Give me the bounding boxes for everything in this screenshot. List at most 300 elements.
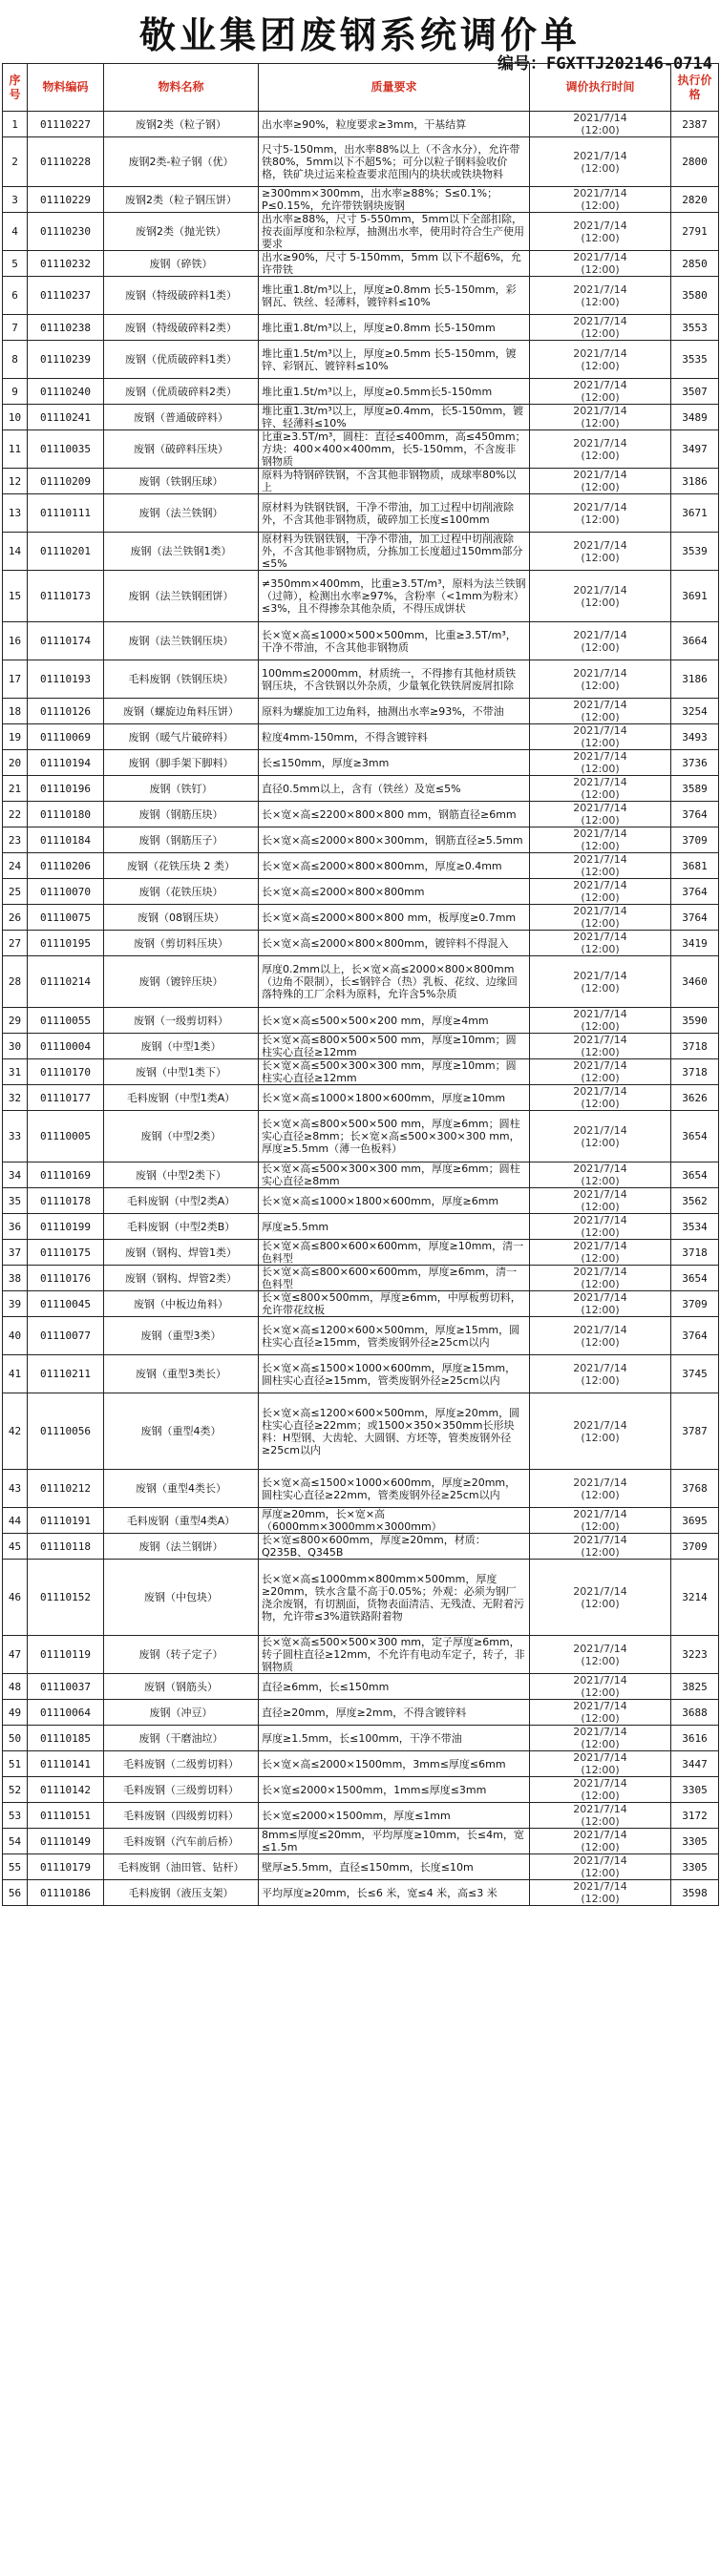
material-code: 01110173 (28, 571, 104, 622)
material-name: 废钢（优质破碎料2类） (104, 379, 259, 405)
table-row (3, 533, 719, 571)
execution-price: 3534 (671, 1214, 719, 1240)
effective-date: 2021/7/14 (573, 776, 627, 788)
effective-date: 2021/7/14 (573, 1008, 627, 1020)
execution-price: 3507 (671, 379, 719, 405)
effective-date: 2021/7/14 (573, 724, 627, 737)
material-code: 01110037 (28, 1674, 104, 1700)
quality-requirement: 比重≥3.5T/m³，圆柱：直径≤400mm，高≤450mm；方块：400×400×400mm，长5-150mm，不含废非钢物质 (259, 430, 530, 469)
effective-hour: (12:00) (581, 295, 620, 308)
execution-price: 3589 (671, 776, 719, 802)
effective-time (530, 1188, 671, 1214)
effective-time (530, 1393, 671, 1470)
effective-time (530, 533, 671, 571)
execution-price: 3695 (671, 1508, 719, 1534)
effective-date: 2021/7/14 (573, 1534, 627, 1546)
quality-requirement: 长×宽×高≤2000×800×800mm (259, 879, 530, 905)
effective-time (530, 1636, 671, 1674)
material-code: 01110214 (28, 956, 104, 1008)
material-name: 废钢（钢筋头） (104, 1674, 259, 1700)
table-row (3, 1880, 719, 1906)
effective-time (530, 1674, 671, 1700)
effective-date: 2021/7/14 (573, 149, 627, 162)
table-row (3, 1355, 719, 1393)
header-name: 物料名称 (104, 64, 259, 112)
execution-price: 3764 (671, 905, 719, 931)
execution-price: 3764 (671, 879, 719, 905)
quality-requirement: 长×宽×高≤1500×1000×600mm，厚度≥15mm，圆柱实心直径≥15mm，管类废钢外径≥25cm以内 (259, 1355, 530, 1393)
row-number: 30 (3, 1034, 28, 1059)
material-name: 废钢（中型1类） (104, 1034, 259, 1059)
effective-time (530, 1880, 671, 1906)
table-row (3, 699, 719, 724)
effective-hour: (12:00) (581, 891, 620, 904)
material-name: 废钢（钢筋压子） (104, 827, 259, 853)
effective-time (530, 1854, 671, 1880)
row-number: 1 (3, 112, 28, 137)
effective-hour: (12:00) (581, 1046, 620, 1058)
execution-price: 3598 (671, 1880, 719, 1906)
quality-requirement: 堆比重1.8t/m³以上，厚度≥0.8mm 长5-150mm (259, 315, 530, 341)
effective-time (530, 1034, 671, 1059)
material-code: 01110119 (28, 1636, 104, 1674)
effective-date: 2021/7/14 (573, 827, 627, 840)
row-number: 28 (3, 956, 28, 1008)
table-row (3, 660, 719, 699)
row-number: 8 (3, 341, 28, 379)
effective-time (530, 1317, 671, 1355)
table-row (3, 1777, 719, 1803)
row-number: 37 (3, 1240, 28, 1266)
material-code: 01110070 (28, 879, 104, 905)
execution-price: 3736 (671, 750, 719, 776)
effective-date: 2021/7/14 (573, 853, 627, 866)
effective-time (530, 827, 671, 853)
effective-date: 2021/7/14 (573, 1123, 627, 1137)
effective-time (530, 213, 671, 251)
material-name: 废钢（特级破碎料1类） (104, 277, 259, 315)
effective-date: 2021/7/14 (573, 1777, 627, 1790)
execution-price: 3186 (671, 469, 719, 494)
effective-hour: (12:00) (581, 1712, 620, 1725)
quality-requirement: 长×宽≤2000×1500mm，厚度≤1mm (259, 1803, 530, 1829)
quality-requirement: 100mm≤2000mm，材质统一，不得掺有其他材质铁钢压块，不含铁钢以外杂质，少量氧化铁铁屑废屑扣除 (259, 660, 530, 699)
material-name: 废钢（优质破碎料1类） (104, 341, 259, 379)
execution-price: 3305 (671, 1829, 719, 1854)
effective-hour: (12:00) (581, 1175, 620, 1187)
row-number: 9 (3, 379, 28, 405)
effective-hour: (12:00) (581, 1136, 620, 1149)
quality-requirement: 原材料为铁钢铁钢，干净不带油，加工过程中切削液除外，不含其他非钢物质，分拣加工长度超过150mm部分≤5% (259, 533, 530, 571)
table-row (3, 315, 719, 341)
effective-hour: (12:00) (581, 1815, 620, 1828)
material-code: 01110186 (28, 1880, 104, 1906)
table-row (3, 187, 719, 213)
material-name: 废钢（重型4类长） (104, 1470, 259, 1508)
material-code: 01110142 (28, 1777, 104, 1803)
material-code: 01110005 (28, 1111, 104, 1162)
quality-requirement: 长×宽×高≤500×500×200 mm，厚度≥4mm (259, 1008, 530, 1034)
row-number: 25 (3, 879, 28, 905)
effective-hour: (12:00) (581, 1201, 620, 1213)
execution-price: 2800 (671, 137, 719, 187)
quality-requirement: 长×宽×高≤1200×600×500mm，厚度≥15mm，圆柱实心直径≥15mm，管类废钢外径≥25cm以内 (259, 1317, 530, 1355)
row-number: 53 (3, 1803, 28, 1829)
effective-time (530, 1291, 671, 1317)
effective-hour: (12:00) (581, 1841, 620, 1853)
effective-date: 2021/7/14 (573, 666, 627, 680)
material-name: 废钢（镀锌压块） (104, 956, 259, 1008)
execution-price: 3497 (671, 430, 719, 469)
effective-hour: (12:00) (581, 943, 620, 955)
material-name: 废钢（中型2类） (104, 1111, 259, 1162)
effective-hour: (12:00) (581, 1278, 620, 1290)
effective-date: 2021/7/14 (573, 1266, 627, 1278)
material-code: 01110077 (28, 1317, 104, 1355)
quality-requirement: 长×宽×高≤1000mm×800mm×500mm，厚度≥20mm，铁水含量不高于0.05%；外观：必须为钢厂浇余废钢，有切割面，货物表面清洁、无残渣、无附着污物，允许带≤3%道铁路附着物 (259, 1560, 530, 1636)
effective-hour: (12:00) (581, 981, 620, 995)
row-number: 20 (3, 750, 28, 776)
effective-time (530, 1008, 671, 1034)
execution-price: 2850 (671, 251, 719, 277)
table-row (3, 750, 719, 776)
effective-date: 2021/7/14 (573, 469, 627, 481)
quality-requirement: 长×宽×高≤2200×800×800 mm，钢筋直径≥6mm (259, 802, 530, 827)
effective-time (530, 1240, 671, 1266)
effective-hour: (12:00) (581, 788, 620, 801)
material-code: 01110237 (28, 277, 104, 315)
material-code: 01110194 (28, 750, 104, 776)
material-name: 废钢（重型4类） (104, 1393, 259, 1470)
quality-requirement: 长×宽×高≤1000×1800×600mm，厚度≥10mm (259, 1085, 530, 1111)
effective-time (530, 802, 671, 827)
effective-hour: (12:00) (581, 1020, 620, 1033)
table-row (3, 1240, 719, 1266)
row-number: 50 (3, 1726, 28, 1751)
material-code: 01110151 (28, 1803, 104, 1829)
effective-time (530, 699, 671, 724)
material-name: 废钢（法兰钢饼） (104, 1534, 259, 1560)
execution-price: 3539 (671, 533, 719, 571)
effective-time (530, 341, 671, 379)
table-row (3, 1266, 719, 1291)
execution-price: 3562 (671, 1188, 719, 1214)
effective-hour: (12:00) (581, 231, 620, 244)
material-name: 毛料废钢（中型2类A） (104, 1188, 259, 1214)
row-number: 54 (3, 1829, 28, 1854)
execution-price: 3305 (671, 1777, 719, 1803)
material-code: 01110241 (28, 405, 104, 430)
material-name: 废钢（螺旋边角料压饼） (104, 699, 259, 724)
table-row (3, 213, 719, 251)
material-name: 废钢（花铁压块） (104, 879, 259, 905)
effective-time (530, 853, 671, 879)
effective-date: 2021/7/14 (573, 500, 627, 513)
quality-requirement: 堆比重1.5t/m³以上，厚度≥0.5mm 长5-150mm，镀锌、彩钢瓦、镀锌料≤10% (259, 341, 530, 379)
material-name: 废钢（破碎料压块） (104, 430, 259, 469)
material-code: 01110141 (28, 1751, 104, 1777)
effective-hour: (12:00) (581, 917, 620, 930)
effective-hour: (12:00) (581, 449, 620, 462)
execution-price: 3214 (671, 1560, 719, 1636)
table-row (3, 1854, 719, 1880)
row-number: 49 (3, 1700, 28, 1726)
effective-date: 2021/7/14 (573, 969, 627, 982)
effective-time (530, 571, 671, 622)
material-code: 01110201 (28, 533, 104, 571)
row-number: 3 (3, 187, 28, 213)
material-name: 废钢（铁钉） (104, 776, 259, 802)
effective-date: 2021/7/14 (573, 628, 627, 641)
row-number: 45 (3, 1534, 28, 1560)
effective-time (530, 430, 671, 469)
material-code: 01110211 (28, 1355, 104, 1393)
effective-hour: (12:00) (581, 679, 620, 692)
execution-price: 3718 (671, 1059, 719, 1085)
material-name: 废钢（暖气片破碎料） (104, 724, 259, 750)
table-row (3, 137, 719, 187)
quality-requirement: 长×宽×高≤2000×800×800 mm，板厚度≥0.7mm (259, 905, 530, 931)
effective-date: 2021/7/14 (573, 1584, 627, 1598)
material-name: 废钢（冲豆） (104, 1700, 259, 1726)
material-name: 废钢（重型3类） (104, 1317, 259, 1355)
effective-hour: (12:00) (581, 1546, 620, 1559)
table-row (3, 379, 719, 405)
execution-price: 3768 (671, 1470, 719, 1508)
effective-date: 2021/7/14 (573, 1751, 627, 1764)
effective-hour: (12:00) (581, 1764, 620, 1776)
effective-hour: (12:00) (581, 1072, 620, 1084)
effective-time (530, 469, 671, 494)
effective-hour: (12:00) (581, 1893, 620, 1905)
table-row (3, 879, 719, 905)
execution-price: 3223 (671, 1636, 719, 1674)
execution-price: 3654 (671, 1266, 719, 1291)
execution-price: 3535 (671, 341, 719, 379)
effective-hour: (12:00) (581, 551, 620, 564)
effective-date: 2021/7/14 (573, 1674, 627, 1686)
table-row (3, 827, 719, 853)
effective-time (530, 1355, 671, 1393)
table-row (3, 1393, 719, 1470)
quality-requirement: 厚度≥5.5mm (259, 1214, 530, 1240)
quality-requirement: 长×宽×高≤800×500×500 mm，厚度≥10mm；圆柱实心直径≥12mm (259, 1034, 530, 1059)
quality-requirement: 厚度0.2mm以上，长×宽×高≤2000×800×800mm（边角不限制），长≤钢锌合（热）乳板、花纹、边缘回落特殊的工厂余料为原料，允许含5%杂质 (259, 956, 530, 1008)
quality-requirement: 直径≥20mm，厚度≥2mm，不得含镀锌料 (259, 1700, 530, 1726)
material-name: 废钢（重型3类长） (104, 1355, 259, 1393)
table-row (3, 956, 719, 1008)
quality-requirement: 长×宽≤800×600mm，厚度≥20mm，材质：Q235B、Q345B (259, 1534, 530, 1560)
execution-price: 3764 (671, 802, 719, 827)
table-row (3, 1674, 719, 1700)
row-number: 10 (3, 405, 28, 430)
material-code: 01110238 (28, 315, 104, 341)
effective-hour: (12:00) (581, 1373, 620, 1387)
effective-hour: (12:00) (581, 391, 620, 404)
execution-price: 3186 (671, 660, 719, 699)
material-code: 01110199 (28, 1214, 104, 1240)
header-price: 执行价格 (671, 64, 719, 112)
effective-date: 2021/7/14 (573, 219, 627, 232)
effective-date: 2021/7/14 (573, 1642, 627, 1655)
material-name: 毛料废钢（液压支架） (104, 1880, 259, 1906)
effective-time (530, 724, 671, 750)
execution-price: 3709 (671, 827, 719, 853)
material-name: 废钢（中型1类下） (104, 1059, 259, 1085)
effective-date: 2021/7/14 (573, 1880, 627, 1893)
quality-requirement: ≠350mm×400mm，比重≥3.5T/m³，原料为法兰铁钢（过筛），检测出水率≥97%，含粉率（<1mm为粉末）≤3%，且不得掺杂其他杂质，不得压成饼状 (259, 571, 530, 622)
quality-requirement: 直径0.5mm以上，含有（铁丝）及宽≤5% (259, 776, 530, 802)
quality-requirement: 出水率≥90%，粒度要求≥3mm，干基结算 (259, 112, 530, 137)
material-name: 毛料废钢（油田管、钻杆） (104, 1854, 259, 1880)
effective-date: 2021/7/14 (573, 346, 627, 360)
effective-date: 2021/7/14 (573, 405, 627, 417)
execution-price: 3254 (671, 699, 719, 724)
effective-hour: (12:00) (581, 359, 620, 372)
effective-time (530, 879, 671, 905)
execution-price: 3718 (671, 1034, 719, 1059)
effective-date: 2021/7/14 (573, 283, 627, 296)
row-number: 41 (3, 1355, 28, 1393)
execution-price: 3825 (671, 1674, 719, 1700)
execution-price: 2791 (671, 213, 719, 251)
material-code: 01110206 (28, 853, 104, 879)
material-code: 01110169 (28, 1162, 104, 1188)
material-name: 毛料废钢（二级剪切料） (104, 1751, 259, 1777)
material-code: 01110191 (28, 1508, 104, 1534)
material-name: 废钢（钢构、焊管2类） (104, 1266, 259, 1291)
execution-price: 3709 (671, 1534, 719, 1560)
table-row (3, 1214, 719, 1240)
effective-hour: (12:00) (581, 1686, 620, 1699)
execution-price: 3688 (671, 1700, 719, 1726)
effective-date: 2021/7/14 (573, 905, 627, 917)
table-row (3, 724, 719, 750)
quality-requirement: 长≤150mm，厚度≥3mm (259, 750, 530, 776)
quality-requirement: 长×宽×高≤1000×500×500mm，比重≥3.5T/m³，干净不带油，不含其他非钢物质 (259, 622, 530, 660)
quality-requirement: 长×宽×高≤1000×1800×600mm，厚度≥6mm (259, 1188, 530, 1214)
row-number: 39 (3, 1291, 28, 1317)
effective-time (530, 379, 671, 405)
effective-date: 2021/7/14 (573, 1214, 627, 1226)
material-code: 01110045 (28, 1291, 104, 1317)
quality-requirement: 长×宽≤800×500mm，厚度≥6mm，中厚板剪切料，允许带花纹板 (259, 1291, 530, 1317)
effective-date: 2021/7/14 (573, 1240, 627, 1252)
effective-time (530, 1470, 671, 1508)
material-code: 01110184 (28, 827, 104, 853)
effective-time (530, 112, 671, 137)
execution-price: 3553 (671, 315, 719, 341)
effective-time (530, 405, 671, 430)
quality-requirement: 长×宽×高≤2000×800×800mm，厚度≥0.4mm (259, 853, 530, 879)
row-number: 4 (3, 213, 28, 251)
table-row (3, 1534, 719, 1560)
table-row (3, 802, 719, 827)
table-row (3, 494, 719, 533)
table-row (3, 1291, 719, 1317)
effective-hour: (12:00) (581, 1597, 620, 1610)
effective-hour: (12:00) (581, 481, 620, 493)
effective-date: 2021/7/14 (573, 187, 627, 199)
effective-hour: (12:00) (581, 1790, 620, 1802)
effective-time (530, 1111, 671, 1162)
row-number: 18 (3, 699, 28, 724)
table-row (3, 1059, 719, 1085)
effective-date: 2021/7/14 (573, 1188, 627, 1201)
row-number: 38 (3, 1266, 28, 1291)
table-row (3, 931, 719, 956)
quality-requirement: 长×宽×高≤800×600×600mm，厚度≥10mm，清一色料型 (259, 1240, 530, 1266)
quality-requirement: 长×宽×高≤2000×1500mm，3mm≤厚度≤6mm (259, 1751, 530, 1777)
effective-date: 2021/7/14 (573, 315, 627, 327)
material-name: 毛料废钢（汽车前后桥） (104, 1829, 259, 1854)
effective-date: 2021/7/14 (573, 112, 627, 124)
material-code: 01110229 (28, 187, 104, 213)
material-name: 废钢（法兰铁钢） (104, 494, 259, 533)
material-code: 01110075 (28, 905, 104, 931)
table-row (3, 1111, 719, 1162)
effective-hour: (12:00) (581, 417, 620, 429)
table-row (3, 622, 719, 660)
execution-price: 2387 (671, 112, 719, 137)
material-code: 01110232 (28, 251, 104, 277)
effective-hour: (12:00) (581, 711, 620, 723)
effective-hour: (12:00) (581, 737, 620, 749)
material-code: 01110174 (28, 622, 104, 660)
quality-requirement: 出水≥90%，尺寸 5-150mm，5mm 以下不超6%，允许带铁 (259, 251, 530, 277)
material-name: 废钢（特级破碎料2类） (104, 315, 259, 341)
execution-price: 3447 (671, 1751, 719, 1777)
row-number: 40 (3, 1317, 28, 1355)
table-row (3, 1751, 719, 1777)
row-number: 23 (3, 827, 28, 853)
row-number: 47 (3, 1636, 28, 1674)
quality-requirement: 直径≥6mm，长≤150mm (259, 1674, 530, 1700)
row-number: 21 (3, 776, 28, 802)
material-code: 01110240 (28, 379, 104, 405)
material-name: 毛料废钢（三级剪切料） (104, 1777, 259, 1803)
quality-requirement: 壁厚≥5.5mm，直径≤150mm，长度≤10m (259, 1854, 530, 1880)
quality-requirement: 堆比重1.3t/m³以上，厚度≥0.4mm，长5-150mm，镀锌、轻薄料≤10% (259, 405, 530, 430)
material-code: 01110179 (28, 1854, 104, 1880)
material-name: 废钢（法兰铁钢团饼） (104, 571, 259, 622)
row-number: 15 (3, 571, 28, 622)
effective-hour: (12:00) (581, 124, 620, 136)
effective-date: 2021/7/14 (573, 1085, 627, 1098)
row-number: 34 (3, 1162, 28, 1188)
effective-hour: (12:00) (581, 1488, 620, 1501)
material-name: 废钢2类-粒子钢（优） (104, 137, 259, 187)
effective-time (530, 187, 671, 213)
table-row (3, 1803, 719, 1829)
quality-requirement: 长×宽×高≤1500×1000×600mm，厚度≥20mm，圆柱实心直径≥22mm，管类废钢外径≥25cm以内 (259, 1470, 530, 1508)
table-row (3, 251, 719, 277)
table-row (3, 469, 719, 494)
row-number: 36 (3, 1214, 28, 1240)
quality-requirement: 长×宽×高≤2000×800×800mm，镀锌料不得混入 (259, 931, 530, 956)
material-name: 废钢（铁钢压球） (104, 469, 259, 494)
material-code: 01110004 (28, 1034, 104, 1059)
table-row (3, 1508, 719, 1534)
material-name: 废钢（法兰铁钢1类） (104, 533, 259, 571)
effective-hour: (12:00) (581, 327, 620, 340)
material-name: 毛料废钢（四级剪切料） (104, 1803, 259, 1829)
material-name: 废钢（08钢压块） (104, 905, 259, 931)
material-code: 01110149 (28, 1829, 104, 1854)
row-number: 42 (3, 1393, 28, 1470)
execution-price: 3654 (671, 1162, 719, 1188)
effective-date: 2021/7/14 (573, 583, 627, 597)
